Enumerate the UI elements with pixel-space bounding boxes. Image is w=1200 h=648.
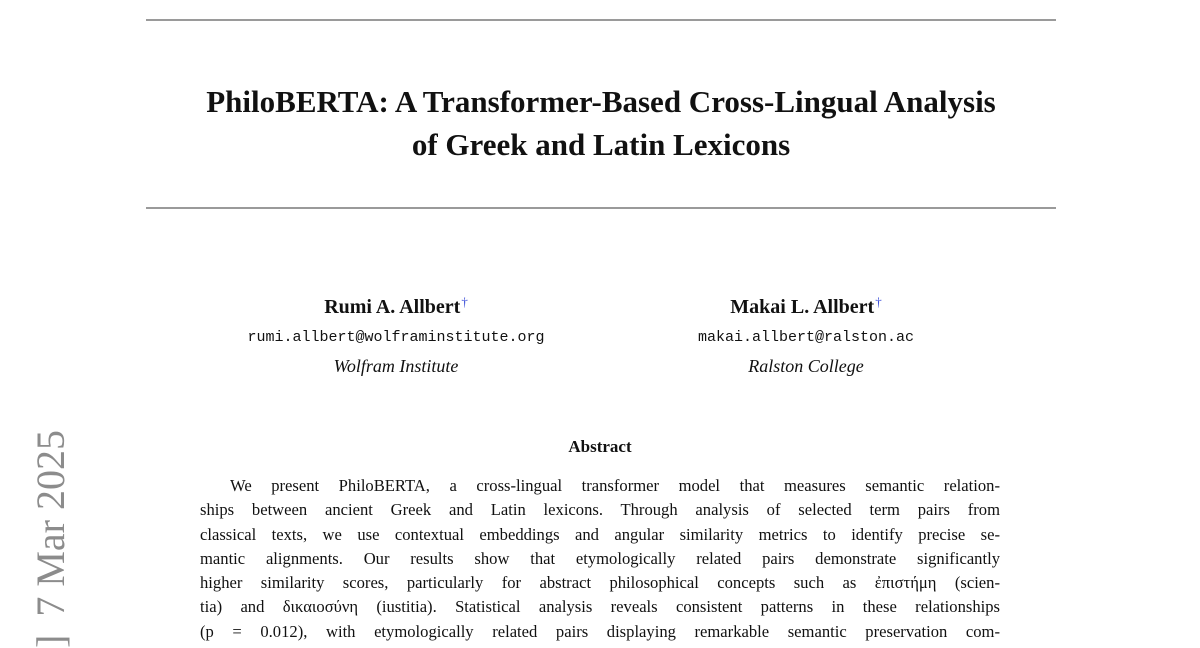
author-name-text: Rumi A. Allbert	[324, 296, 461, 318]
author-block-1	[176, 287, 616, 378]
abstract-line: We present PhiloBERTA, a cross-lingual transformer model that measures semantic relation-	[230, 476, 1000, 495]
author-name	[586, 287, 1026, 317]
author-block-2	[586, 287, 1026, 378]
paper-title	[146, 80, 1056, 166]
abstract-line: (p = 0.012), with etymologically related pairs displaying remarkable semantic preservation com-	[200, 621, 1000, 641]
author-name-text: Makai L. Allbert	[730, 296, 875, 318]
top-rule	[146, 19, 1056, 21]
author-affiliation: Ralston College	[748, 356, 864, 376]
author-affiliation: Wolfram Institute	[333, 356, 459, 376]
abstract-line: ships between ancient Greek and Latin lexicons. Through analysis of selected term pairs from	[200, 500, 1000, 520]
abstract-line: higher similarity scores, particularly for abstract philosophical concepts such as ἐπιστήμη (scien-	[200, 573, 1000, 593]
abstract-body	[200, 474, 1000, 644]
abstract-line: classical texts, we use contextual embeddings and angular similarity metrics to identify precise se-	[200, 524, 1000, 544]
author-email: makai.allbert@ralston.ac	[697, 329, 915, 346]
arxiv-stamp-date: 7 Mar 2025	[28, 430, 73, 617]
arxiv-side-stamp	[28, 430, 74, 648]
dagger-mark[interactable]: †	[461, 294, 468, 309]
title-line-2: of Greek and Latin Lexicons	[411, 127, 791, 162]
arxiv-stamp-bracket: ]	[28, 634, 73, 648]
author-email: rumi.allbert@wolframinstitute.org	[247, 329, 545, 346]
dagger-mark[interactable]: †	[875, 294, 882, 309]
title-line-1: PhiloBERTA: A Transformer-Based Cross-Lingual Analysis	[206, 84, 996, 119]
abstract-line: tia) and δικαιοσύνη (iustitia). Statistical analysis reveals consistent patterns in these relationships	[200, 597, 1000, 617]
author-name	[176, 287, 616, 317]
abstract-line: mantic alignments. Our results show that etymologically related pairs demonstrate significantly	[200, 548, 1000, 568]
abstract-heading: Abstract	[568, 437, 632, 456]
bottom-rule	[146, 207, 1056, 209]
